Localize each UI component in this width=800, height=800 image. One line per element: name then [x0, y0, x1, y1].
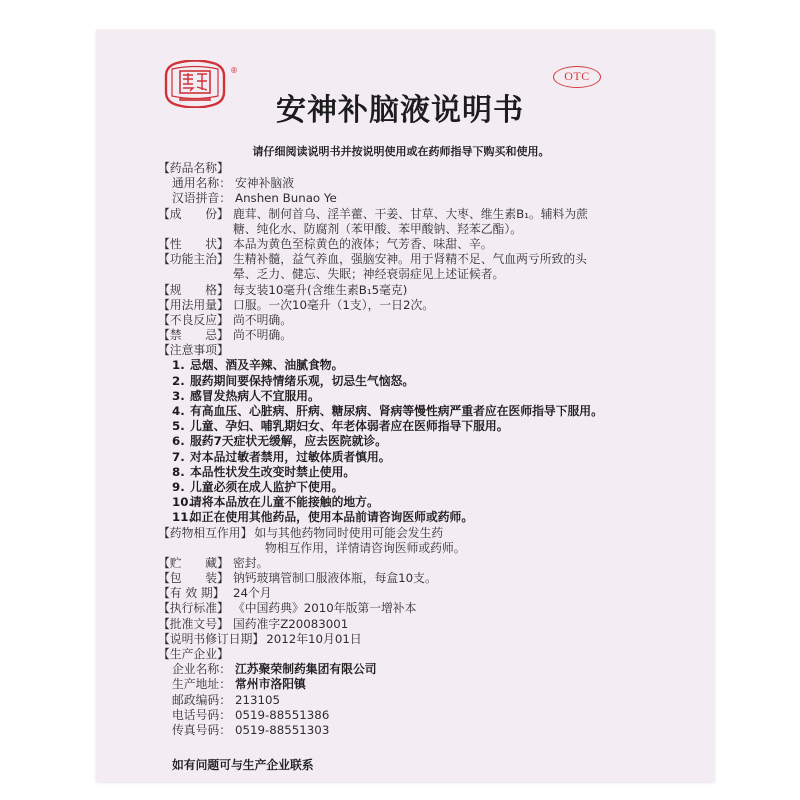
insert-body [158, 161, 708, 738]
item-number: 7. [172, 449, 185, 464]
section-value: 生精补髓，益气养血，强脑安神。用于肾精不足、气血两亏所致的头 [233, 252, 587, 267]
section-value: 口服。一次10毫升（1支），一日2次。 [233, 297, 435, 312]
section-value: 密封。 [233, 555, 269, 570]
section-value: 尚不明确。 [233, 328, 292, 343]
section-value: 晕、乏力、健忘、失眠；神经衰弱症见上述证候者。 [233, 267, 505, 282]
precaution-item [158, 404, 708, 419]
section-label: 【用法用量】 [158, 297, 229, 312]
item-number: 2. [172, 373, 185, 388]
approval-number-row [158, 617, 708, 632]
item-text: 服药7天症状无缓解，应去医院就诊。 [190, 434, 387, 449]
item-number: 3. [172, 388, 185, 403]
indications-row [158, 252, 708, 267]
section-label: 【禁 忌】 [158, 328, 229, 343]
precaution-item [158, 419, 708, 434]
adverse-reactions-row [158, 313, 708, 328]
section-label: 【成 份】 [158, 206, 229, 221]
precaution-item [158, 434, 708, 449]
section-label: 【药物相互作用】 [158, 525, 253, 540]
fax-row [158, 723, 708, 738]
section-label: 【有 效 期】 [158, 586, 225, 601]
item-text: 本品性状发生改变时禁止使用。 [190, 464, 356, 479]
postcode-row [158, 693, 708, 708]
precaution-item [158, 465, 708, 480]
precaution-item [158, 374, 708, 389]
field-label: 通用名称： [172, 176, 231, 191]
drug-name-heading-row [158, 161, 708, 176]
generic-name-row [158, 176, 708, 191]
item-number: 8. [172, 464, 185, 479]
precaution-item [158, 358, 708, 373]
item-text: 对本品过敏者禁用，过敏体质者慎用。 [190, 449, 391, 464]
field-value: 0519-88551303 [235, 722, 330, 737]
item-number: 5. [172, 419, 185, 434]
section-label: 【性 状】 [158, 236, 229, 251]
section-value: 国药准字Z20083001 [233, 616, 349, 631]
precaution-item [158, 389, 708, 404]
item-text: 儿童、孕妇、哺乳期妇女、年老体弱者应在医师指导下服用。 [190, 419, 509, 434]
contact-footer-note: 如有问题可与生产企业联系 [172, 758, 314, 772]
precaution-item [158, 480, 708, 495]
interactions-row [158, 526, 708, 541]
field-label: 汉语拼音： [172, 191, 231, 206]
field-label: 邮政编码： [172, 692, 231, 707]
contraindications-row [158, 328, 708, 343]
address-row [158, 677, 708, 692]
field-value: 常州市洛阳镇 [235, 677, 306, 692]
package-row [158, 571, 708, 586]
section-value: 钠钙玻璃管制口服液体瓶，每盒10支。 [233, 571, 437, 586]
field-label: 企业名称： [172, 662, 231, 677]
ingredients-continuation-row [158, 222, 708, 237]
precaution-item [158, 495, 708, 510]
section-label: 【不良反应】 [158, 312, 229, 327]
section-label: 【贮 藏】 [158, 555, 229, 570]
item-text: 如正在使用其他药品，使用本品前请咨询医师或药师。 [190, 510, 474, 525]
revision-date-row [158, 632, 708, 647]
section-label: 【功能主治】 [158, 252, 229, 267]
manufacturer-heading-row [158, 647, 708, 662]
item-number: 10. [172, 495, 193, 510]
item-number: 11. [172, 510, 193, 525]
section-label: 【说明书修订日期】 [158, 631, 265, 646]
interactions-continuation-row [158, 541, 708, 556]
section-value: 《中国药典》2010年版第一增补本 [233, 601, 417, 616]
section-value: 尚不明确。 [233, 312, 292, 327]
field-value: 江苏聚荣制药集团有限公司 [235, 662, 377, 677]
storage-row [158, 556, 708, 571]
precaution-item [158, 510, 708, 525]
otc-badge [553, 66, 601, 88]
item-text: 忌烟、酒及辛辣、油腻食物。 [190, 358, 344, 373]
section-value: 24个月 [233, 586, 272, 601]
indications-continuation-row [158, 267, 708, 282]
field-label: 传真号码： [172, 722, 231, 737]
item-text: 儿童必须在成人监护下使用。 [190, 479, 344, 494]
phone-row [158, 708, 708, 723]
field-label: 生产地址： [172, 677, 231, 692]
field-label: 电话号码： [172, 707, 231, 722]
section-value: 如与其他药物同时使用可能会发生药 [254, 525, 444, 540]
registered-mark: ® [230, 66, 238, 75]
package-insert-sheet [96, 30, 714, 782]
section-label: 【批准文号】 [158, 616, 229, 631]
field-value: 213105 [235, 692, 281, 707]
shelf-life-row [158, 586, 708, 601]
section-label: 【药品名称】 [158, 161, 229, 175]
pinyin-name-row [158, 191, 708, 206]
item-text: 请将本品放在儿童不能接触的地方。 [190, 495, 379, 510]
ingredients-row [158, 207, 708, 222]
otc-badge-label: OTC [564, 69, 590, 83]
section-label: 【规 格】 [158, 282, 229, 297]
section-value: 物相互作用，详情请咨询医师或药师。 [265, 540, 466, 555]
section-value: 本品为黄色至棕黄色的液体；气芳香、味甜、辛。 [233, 236, 493, 251]
usage-notice: 请仔细阅读说明书并按说明使用或在药师指导下购买和使用。 [252, 145, 550, 158]
item-number: 6. [172, 434, 185, 449]
precaution-item [158, 450, 708, 465]
section-value: 2012年10月01日 [266, 631, 362, 646]
dosage-row [158, 298, 708, 313]
section-label: 【执行标准】 [158, 601, 229, 616]
precautions-heading-row [158, 343, 708, 358]
company-name-row [158, 662, 708, 677]
section-label: 【生产企业】 [158, 647, 229, 661]
standard-row [158, 601, 708, 616]
item-number: 1. [172, 358, 185, 373]
appearance-row [158, 237, 708, 252]
item-number: 4. [172, 404, 185, 418]
section-label: 【包 装】 [158, 571, 229, 586]
section-label: 【注意事项】 [158, 343, 229, 358]
item-number: 9. [172, 479, 185, 494]
section-value: 糖、纯化水、防腐剂（苯甲酸、苯甲酸钠、羟苯乙酯）。 [233, 221, 523, 236]
field-value: 0519-88551386 [235, 707, 330, 722]
section-value: 每支装10毫升(含维生素B₁5毫克) [233, 282, 408, 297]
section-value: 鹿茸、制何首乌、淫羊藿、干姜、甘草、大枣、维生素B₁。辅料为蔗 [233, 206, 588, 221]
item-text: 有高血压、心脏病、肝病、糖尿病、肾病等慢性病严重者应在医师指导下服用。 [190, 404, 603, 418]
field-value: Anshen Bunao Ye [235, 191, 337, 206]
item-text: 感冒发热病人不宜服用。 [190, 388, 320, 403]
item-text: 服药期间要保持情绪乐观，切忌生气恼怒。 [190, 373, 415, 388]
specification-row [158, 283, 708, 298]
document-title: 安神补脑液说明书 [276, 93, 524, 128]
field-value: 安神补脑液 [235, 176, 294, 191]
